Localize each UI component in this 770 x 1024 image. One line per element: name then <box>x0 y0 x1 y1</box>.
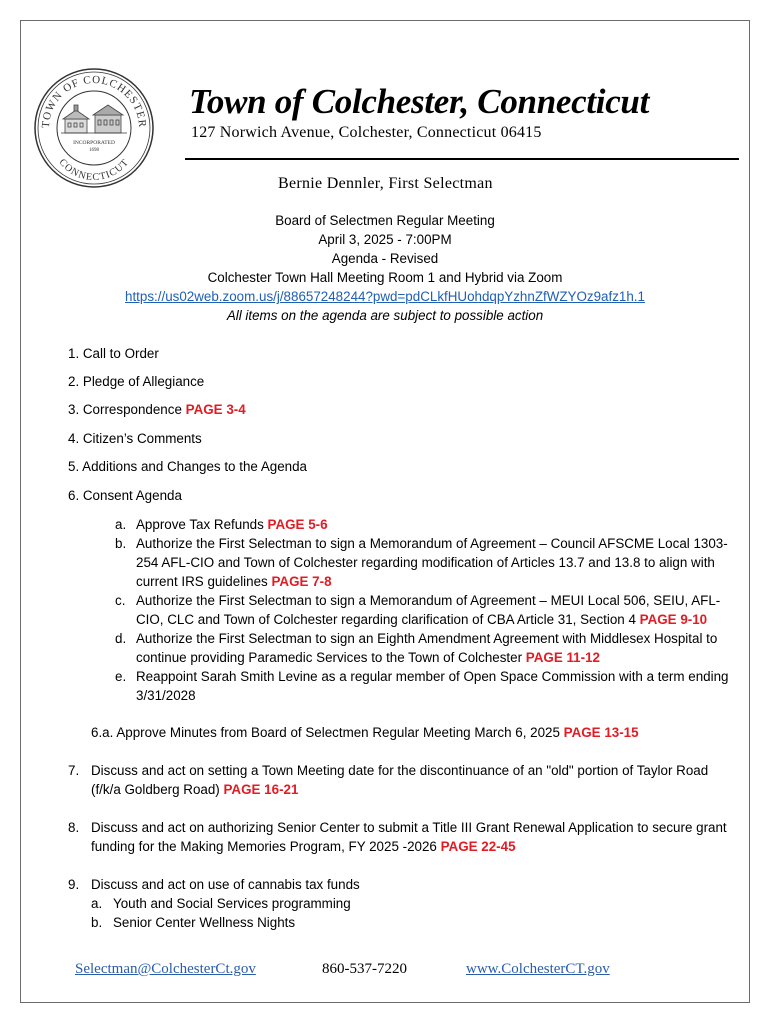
agenda-note: All items on the agenda are subject to possible action <box>226 308 544 323</box>
page-ref: PAGE 22-45 <box>440 839 516 854</box>
agenda-item-6c-line2-text: CIO, CLC and Town of Colchester regarding clarification of CBA Article 31, Section 4 <box>136 612 636 627</box>
footer-email-link[interactable]: Selectman@ColchesterCt.gov <box>75 961 256 977</box>
agenda-item-6a <box>136 515 328 534</box>
agenda-item-number: 9. <box>68 877 80 892</box>
agenda-item-7-line1: Discuss and act on setting a Town Meeting date for the discontinuance of an "old" portion of Taylor Road <box>91 763 709 778</box>
subitem-letter: a. <box>115 517 127 532</box>
agenda-item-6e-line1: Reappoint Sarah Smith Levine as a regular member of Open Space Commission with a term ending <box>136 669 729 684</box>
agenda-item-6b-line3 <box>136 572 332 591</box>
agenda-item-6d-line2 <box>136 648 600 667</box>
svg-text:CONNECTICUT <box>57 157 132 183</box>
meeting-name: Board of Selectmen Regular Meeting <box>275 213 495 228</box>
seal-bottom-text: CONNECTICUT <box>56 156 132 184</box>
zoom-link[interactable]: https://us02web.zoom.us/j/88657248244?pwd=pdCLkfHUohdqpYzhnZfWZYOz9afz1h.1 <box>125 289 645 304</box>
agenda-item-8-line1: Discuss and act on authorizing Senior Center to submit a Title III Grant Renewal Application to secure grant <box>91 820 727 835</box>
page-ref: PAGE 9-10 <box>639 612 708 627</box>
agenda-item-7-line2-text: (f/k/a Goldberg Road) <box>91 782 220 797</box>
agenda-item-6b-line3-text: current IRS guidelines <box>136 574 268 589</box>
subitem-letter: b. <box>91 915 103 930</box>
header-divider <box>185 158 739 160</box>
town-seal-logo <box>33 67 155 189</box>
page-ref: PAGE 3-4 <box>185 402 246 417</box>
agenda-item-3 <box>68 400 246 419</box>
agenda-label: Agenda - Revised <box>331 251 439 266</box>
page-ref: PAGE 13-15 <box>563 725 639 740</box>
agenda-item-6a-minutes-text: 6.a. Approve Minutes from Board of Selectmen Regular Meeting March 6, 2025 <box>91 725 560 740</box>
subitem-letter: c. <box>115 593 126 608</box>
meeting-location: Colchester Town Hall Meeting Room 1 and Hybrid via Zoom <box>207 270 563 285</box>
agenda-item-6d-line2-text: continue providing Paramedic Services to the Town of Colchester <box>136 650 523 665</box>
footer-website-link[interactable]: www.ColchesterCT.gov <box>466 961 610 977</box>
agenda-item-8-line2-text: funding for the Making Memories Program, FY 2025 -2026 <box>91 839 437 854</box>
first-selectman-line: Bernie Dennler, First Selectman <box>278 175 493 192</box>
seal-year-text: 1698 <box>89 148 99 153</box>
agenda-item-6e-line2: 3/31/2028 <box>136 688 196 703</box>
subitem-letter: b. <box>115 536 127 551</box>
agenda-item-6c-line1: Authorize the First Selectman to sign a Memorandum of Agreement – MEUI Local 506, SEIU, AFL- <box>136 593 721 608</box>
page-ref: PAGE 7-8 <box>271 574 332 589</box>
agenda-item-9b: Senior Center Wellness Nights <box>113 915 296 930</box>
agenda-item-6b-line2: 254 AFL-CIO and Town of Colchester regarding modification of Articles 13.7 and 13.8 to align with <box>136 555 715 570</box>
page-ref: PAGE 11-12 <box>525 650 600 665</box>
agenda-item-8-line2 <box>91 837 516 856</box>
agenda-item-5: 5. Additions and Changes to the Agenda <box>68 459 307 474</box>
subitem-letter: d. <box>115 631 127 646</box>
agenda-item-number: 7. <box>68 763 80 778</box>
seal-top-text: TOWN OF COLCHESTER <box>39 73 149 129</box>
seal-buildings-illustration <box>61 105 127 133</box>
agenda-item-6d-line1: Authorize the First Selectman to sign an Eighth Amendment Agreement with Middlesex Hospital to <box>136 631 718 646</box>
agenda-item-4: 4. Citizen’s Comments <box>68 431 202 446</box>
agenda-item-2: 2. Pledge of Allegiance <box>68 374 205 389</box>
page-ref: PAGE 5-6 <box>267 517 328 532</box>
agenda-item-3-text: 3. Correspondence <box>68 402 182 417</box>
agenda-item-6: 6. Consent Agenda <box>68 488 182 503</box>
meeting-datetime: April 3, 2025 - 7:00PM <box>318 232 452 247</box>
town-title: Town of Colchester, Connecticut <box>189 82 650 121</box>
agenda-item-7-line2 <box>91 780 298 799</box>
footer-phone: 860-537-7220 <box>322 961 407 977</box>
page-ref: PAGE 16-21 <box>223 782 299 797</box>
agenda-item-6b-line1: Authorize the First Selectman to sign a Memorandum of Agreement – Council AFSCME Local 1303- <box>136 536 728 551</box>
seal-incorporated-text: INCORPORATED <box>73 140 115 146</box>
agenda-item-9a: Youth and Social Services programming <box>113 896 351 911</box>
town-address: 127 Norwich Avenue, Colchester, Connecticut 06415 <box>191 124 542 141</box>
agenda-item-1: 1. Call to Order <box>68 346 159 361</box>
agenda-item-6a-minutes <box>91 723 639 742</box>
agenda-item-9-line1: Discuss and act on use of cannabis tax funds <box>91 877 360 892</box>
subitem-letter: e. <box>115 669 127 684</box>
subitem-letter: a. <box>91 896 103 911</box>
agenda-item-6a-text: Approve Tax Refunds <box>136 517 264 532</box>
agenda-item-6c-line2 <box>136 610 707 629</box>
agenda-item-number: 8. <box>68 820 80 835</box>
